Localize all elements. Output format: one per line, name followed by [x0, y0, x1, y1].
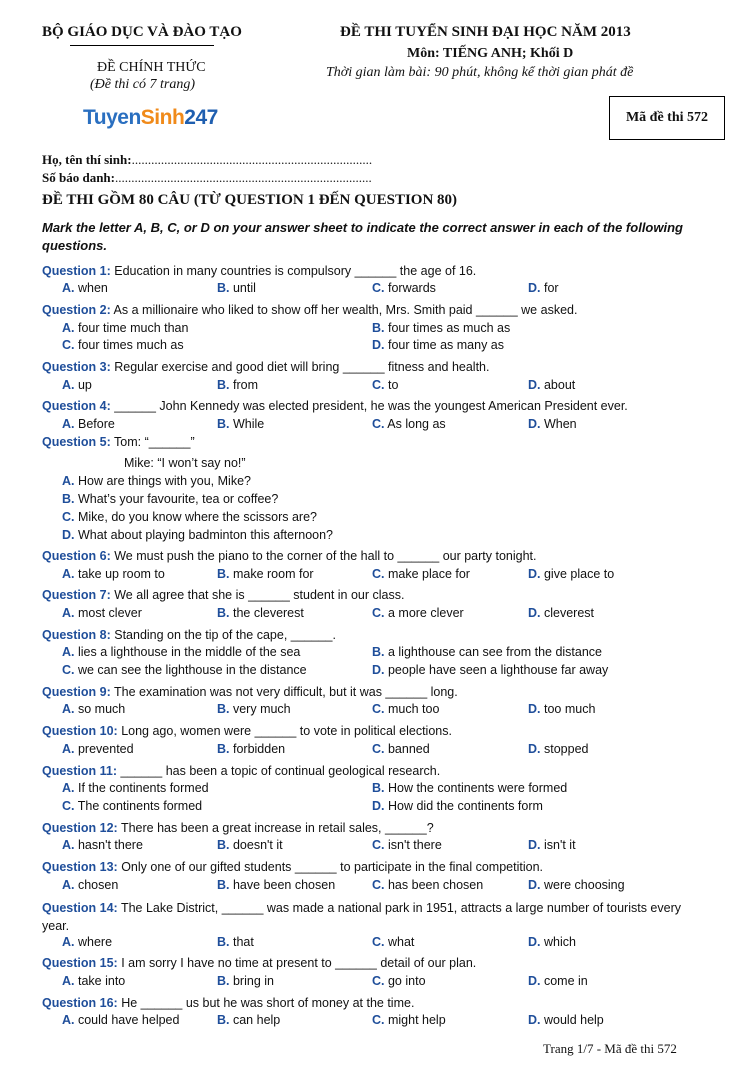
question-7: Question 7: We all agree that she is ______ student in our class. — [42, 588, 405, 602]
option-c: C. The continents formed — [62, 799, 203, 813]
question-11: Question 11: ______ has been a topic of continual geological research. — [42, 764, 441, 778]
option-b: B. a lighthouse can see from the distance — [372, 645, 603, 659]
official-label: ĐỀ CHÍNH THỨC — [97, 60, 206, 75]
tuyensinh-logo — [83, 106, 218, 130]
option-d: D. for — [528, 281, 559, 295]
option-a: A. up — [62, 378, 92, 392]
option-c: C. As long as — [372, 417, 446, 431]
option-a: A. so much — [62, 702, 126, 716]
option-a: A. chosen — [62, 878, 119, 892]
option-c: C. what — [372, 935, 415, 949]
question-6: Question 6: We must push the piano to the corner of the hall to ______ our party tonight. — [42, 549, 537, 563]
option-c: C. isn't there — [372, 838, 442, 852]
option-c: C. we can see the lighthouse in the distance — [62, 663, 307, 677]
option-b: B. doesn't it — [217, 838, 283, 852]
option-b: B. can help — [217, 1013, 281, 1027]
option-d: D. which — [528, 935, 576, 949]
option-b: B. from — [217, 378, 258, 392]
option-c: C. Mike, do you know where the scissors are? — [62, 510, 317, 524]
option-c: C. a more clever — [372, 606, 464, 620]
option-d: D. How did the continents form — [372, 799, 543, 813]
option-b: B. bring in — [217, 974, 274, 988]
question-9: Question 9: The examination was not very difficult, but it was ______ long. — [42, 685, 458, 699]
question-label: Question 1: — [42, 264, 111, 278]
option-a: A. hasn't there — [62, 838, 143, 852]
option-d: D. come in — [528, 974, 588, 988]
option-a: A. take up room to — [62, 567, 165, 581]
duration-line: Thời gian làm bài: 90 phút, không kể thời gian phát đề — [326, 65, 634, 80]
option-b: B. forbidden — [217, 742, 286, 756]
option-d: D. What about playing badminton this afternoon? — [62, 528, 334, 542]
instruction-text: Mark the letter A, B, C, or D on your answer sheet to indicate the correct answer in each of the following questions. — [42, 220, 683, 253]
exam-title: ĐỀ THI TUYỂN SINH ĐẠI HỌC NĂM 2013 — [340, 24, 631, 40]
page-count: (Đề thi có 7 trang) — [90, 77, 195, 92]
question-16: Question 16: He ______ us but he was short of money at the time. — [42, 996, 415, 1010]
option-c: C. much too — [372, 702, 440, 716]
option-b: B. While — [217, 417, 265, 431]
logo-part-1: Tuyen — [83, 106, 141, 129]
question-5: Question 5: Tom: “______” — [42, 435, 195, 449]
candidate-id-field — [42, 170, 372, 186]
ministry-title: BỘ GIÁO DỤC VÀ ĐÀO TẠO — [42, 24, 242, 40]
option-a: A. when — [62, 281, 108, 295]
option-c: C. go into — [372, 974, 426, 988]
option-c: C. might help — [372, 1013, 446, 1027]
option-a: A. Before — [62, 417, 115, 431]
option-c: C. make place for — [372, 567, 470, 581]
logo-part-2: Sinh — [140, 106, 185, 129]
logo-part-3: 247 — [184, 106, 218, 129]
option-c: C. four times much as — [62, 338, 184, 352]
option-d: D. When — [528, 417, 577, 431]
question-2: Question 2: As a millionaire who liked to show off her wealth, Mrs. Smith paid ______ we asked. — [42, 303, 578, 317]
option-a: A. take into — [62, 974, 126, 988]
exam-code: Mã đề thi 572 — [625, 110, 709, 125]
question-15: Question 15: I am sorry I have no time at present to ______ detail of our plan. — [42, 956, 477, 970]
candidate-id-label: Số báo danh: — [42, 170, 115, 185]
option-a: A. most clever — [62, 606, 142, 620]
option-d: D. people have seen a lighthouse far away — [372, 663, 609, 677]
option-d: D. were choosing — [528, 878, 625, 892]
question-text: Education in many countries is compulsory ______ the age of 16. — [110, 264, 477, 278]
exam-code-box — [609, 96, 725, 140]
question-4: Question 4: ______ John Kennedy was elected president, he was the youngest American President ever. — [42, 399, 628, 413]
option-c: C. forwards — [372, 281, 436, 295]
question-12: Question 12: There has been a great increase in retail sales, ______? — [42, 821, 434, 835]
option-b: B. have been chosen — [217, 878, 336, 892]
option-c: C. has been chosen — [372, 878, 484, 892]
section-title: ĐỀ THI GỒM 80 CÂU (TỪ QUESTION 1 ĐẾN QUESTION 80) — [42, 192, 458, 208]
option-d: D. about — [528, 378, 576, 392]
question-5-dialogue: Mike: “I won’t say no!” — [124, 456, 246, 470]
option-b: B. four times as much as — [372, 321, 511, 335]
question-1 — [42, 264, 476, 278]
option-a: A. prevented — [62, 742, 134, 756]
option-d: D. would help — [528, 1013, 604, 1027]
candidate-name-dots: .......................................................................... — [131, 152, 373, 167]
option-a: A. could have helped — [62, 1013, 180, 1027]
subject-line: Môn: TIẾNG ANH; Khối D — [407, 46, 574, 61]
option-d: D. too much — [528, 702, 596, 716]
option-a: A. four time much than — [62, 321, 189, 335]
header-divider — [70, 45, 214, 46]
candidate-name-field — [42, 152, 372, 168]
question-3: Question 3: Regular exercise and good diet will bring ______ fitness and health. — [42, 360, 490, 374]
question-14: Question 14: The Lake District, ______ was made a national park in 1951, attracts a large number of tourists every year. — [42, 901, 681, 933]
option-a: A. lies a lighthouse in the middle of the sea — [62, 645, 301, 659]
option-b: B. make room for — [217, 567, 314, 581]
option-a: A. If the continents formed — [62, 781, 209, 795]
candidate-name-label: Họ, tên thí sinh: — [42, 152, 132, 167]
question-8: Question 8: Standing on the tip of the cape, ______. — [42, 628, 336, 642]
question-13: Question 13: Only one of our gifted students ______ to participate in the final competition. — [42, 860, 543, 874]
option-d: D. four time as many as — [372, 338, 504, 352]
option-b: B. that — [217, 935, 254, 949]
option-b: B. What’s your favourite, tea or coffee? — [62, 492, 279, 506]
candidate-id-dots: ............................................................................... — [114, 170, 372, 185]
option-a: A. How are things with you, Mike? — [62, 474, 251, 488]
question-10: Question 10: Long ago, women were ______ to vote in political elections. — [42, 724, 452, 738]
option-d: D. isn't it — [528, 838, 576, 852]
option-c: C. to — [372, 378, 399, 392]
option-b: B. very much — [217, 702, 291, 716]
option-d: D. give place to — [528, 567, 615, 581]
option-d: D. cleverest — [528, 606, 595, 620]
page-footer: Trang 1/7 - Mã đề thi 572 — [543, 1041, 677, 1056]
option-b: B. the cleverest — [217, 606, 304, 620]
option-b: B. How the continents were formed — [372, 781, 568, 795]
option-b: B. until — [217, 281, 256, 295]
option-d: D. stopped — [528, 742, 589, 756]
option-a: A. where — [62, 935, 113, 949]
option-c: C. banned — [372, 742, 430, 756]
